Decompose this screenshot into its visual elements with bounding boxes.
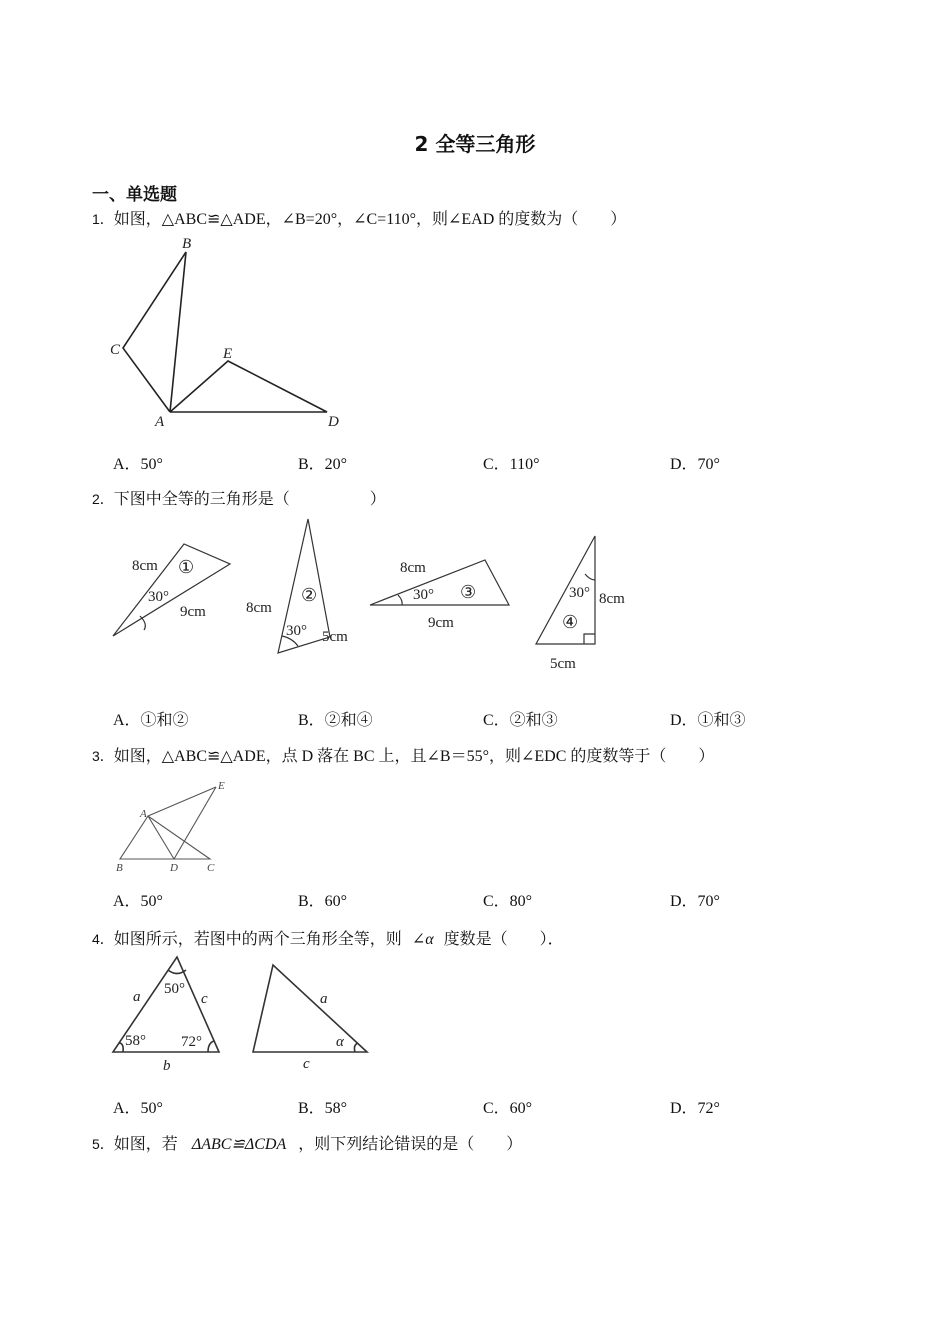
left-side-b: b [163,1058,171,1074]
t3-angle: 30° [413,587,434,603]
t4-side2: 5cm [550,656,576,672]
option-b[interactable]: B．60° [298,893,348,910]
congruence-expression: ΔABC≌ΔCDA [191,1136,287,1153]
section-heading: 一、单选题 [92,185,177,205]
right-side-a: a [320,991,328,1007]
left-side-a: a [133,989,141,1005]
question-number: 5． [92,1136,114,1152]
angle-alpha: ∠α [411,931,434,948]
option-b[interactable]: B．58° [298,1100,348,1117]
page-title: 2 全等三角形 [414,132,536,156]
option-a[interactable]: A．50° [113,456,163,473]
triangle-ade [170,361,327,412]
question-text-post: 度数是（ ）． [443,931,564,948]
angle-arc-4 [585,574,595,580]
t2-num: ② [301,585,318,605]
right-side-c: c [303,1056,310,1072]
option-a[interactable]: A．50° [113,1100,163,1117]
option-b[interactable]: B．②和④ [298,712,373,729]
t1-side2: 9cm [180,604,206,620]
angle-arc-3 [398,595,402,605]
option-d[interactable]: D．70° [670,456,720,473]
label-d: D [328,414,339,430]
label-d: D [170,862,178,874]
option-d[interactable]: D．①和③ [670,712,746,729]
triangle-abc [123,252,186,412]
figure-q3 [110,776,235,876]
t2-side2: 5cm [322,629,348,645]
question-text-pre: 如图，若 [113,1136,178,1153]
triangle-1 [113,544,230,636]
option-a[interactable]: A．50° [113,893,163,910]
right-angle-alpha: α [336,1034,344,1050]
question-number: 1． [92,211,114,227]
figure-q4 [105,950,380,1075]
question-text-pre: 如图所示，若图中的两个三角形全等，则 [113,931,402,948]
question-number: 2． [92,491,114,507]
label-b: B [182,236,192,252]
question-2 [92,486,386,509]
left-angle-58: 58° [125,1033,146,1049]
label-c: C [207,862,215,874]
t3-num: ③ [460,582,477,602]
label-a: A [140,808,147,820]
question-1 [92,206,626,229]
triangle-3 [370,560,509,605]
label-c: C [110,342,121,358]
option-d[interactable]: D．70° [670,893,720,910]
figure-q2 [100,510,640,680]
left-angle-72: 72° [181,1034,202,1050]
figure-q1 [100,228,360,438]
question-number: 3． [92,748,114,764]
question-text-post: ，则下列结论错误的是（ ） [298,1136,523,1153]
option-b[interactable]: B．20° [298,456,348,473]
t2-angle: 30° [286,623,307,639]
t1-num: ① [178,557,195,577]
t2-side1: 8cm [246,600,272,616]
triangle-abc [120,816,210,859]
label-e: E [218,780,225,792]
question-text: 如图，△ABC≌△ADE，点 D 落在 BC 上，且∠B＝55°，则∠EDC 的度数等于（ ） [113,748,715,765]
question-text: 下图中全等的三角形是（ ） [113,491,386,508]
question-text: 如图，△ABC≌△ADE，∠B=20°，∠C=110°，则∠EAD 的度数为（ ） [113,211,627,228]
question-5 [92,1131,522,1154]
label-e: E [223,346,233,362]
line-ad [148,816,174,859]
t1-side1: 8cm [132,558,158,574]
line-ae [148,787,216,816]
question-3 [92,743,714,766]
t4-num: ④ [562,612,579,632]
question-4 [92,926,564,949]
label-a: A [155,414,165,430]
angle-arc-1 [140,616,145,630]
triangle-right [253,965,367,1052]
option-c[interactable]: C．②和③ [483,712,558,729]
left-top-angle: 50° [164,981,185,997]
t3-side1: 8cm [400,560,426,576]
option-c[interactable]: C．80° [483,893,533,910]
label-b: B [116,862,123,874]
option-c[interactable]: C．60° [483,1100,533,1117]
arc-58 [119,1043,123,1052]
option-d[interactable]: D．72° [670,1100,720,1117]
question-number: 4． [92,931,114,947]
t4-angle: 30° [569,585,590,601]
right-angle-mark-4 [584,634,595,644]
t3-side2: 9cm [428,615,454,631]
option-c[interactable]: C．110° [483,456,540,473]
left-side-c: c [201,991,208,1007]
arc-alpha [354,1043,358,1052]
t4-side1: 8cm [599,591,625,607]
option-a[interactable]: A．①和② [113,712,189,729]
arc-72 [208,1041,214,1052]
t1-angle: 30° [148,589,169,605]
